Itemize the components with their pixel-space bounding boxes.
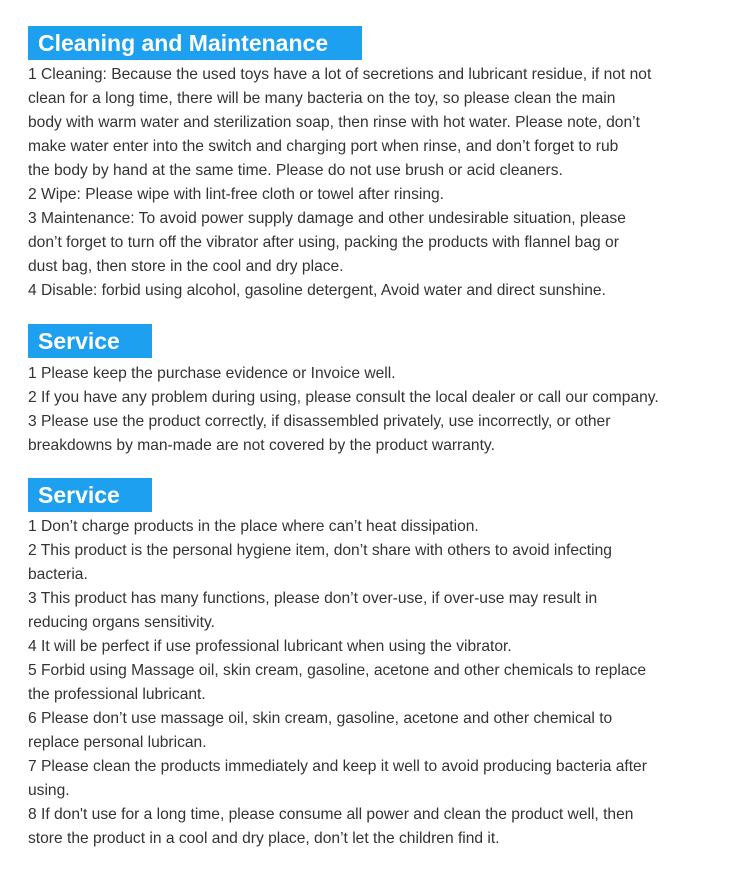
text-line: 2 If you have any problem during using, please consult the local dealer or call our company. xyxy=(28,389,659,406)
text-line: 4 Disable: forbid using alcohol, gasoline detergent, Avoid water and direct sunshine. xyxy=(28,282,606,299)
list-item xyxy=(28,183,651,207)
text-line: 2 This product is the personal hygiene item, don’t share with others to avoid infecting xyxy=(28,542,612,559)
list-item xyxy=(28,539,647,587)
section-body-service xyxy=(28,362,659,458)
list-item xyxy=(28,207,651,279)
text-line: reducing organs sensitivity. xyxy=(28,614,215,631)
text-line: using. xyxy=(28,782,70,799)
text-line: body with warm water and sterilization soap, then rinse with hot water. Please note, don’t xyxy=(28,114,640,131)
text-line: 4 It will be perfect if use professional lubricant when using the vibrator. xyxy=(28,638,512,655)
text-line: make water enter into the switch and charging port when rinse, and don’t forget to rub xyxy=(28,138,619,155)
text-line: the body by hand at the same time. Please do not use brush or acid cleaners. xyxy=(28,162,563,179)
section-header-service: Service xyxy=(28,324,152,358)
section-header-service-2: Service xyxy=(28,478,152,512)
text-line: 8 If don't use for a long time, please consume all power and clean the product well, then xyxy=(28,806,634,823)
text-line: breakdowns by man-made are not covered by the product warranty. xyxy=(28,437,495,454)
text-line: 7 Please clean the products immediately and keep it well to avoid producing bacteria after xyxy=(28,758,647,775)
list-item xyxy=(28,635,647,659)
text-line: replace personal lubrican. xyxy=(28,734,207,751)
text-line: clean for a long time, there will be many bacteria on the toy, so please clean the main xyxy=(28,90,616,107)
section-header-cleaning: Cleaning and Maintenance xyxy=(28,26,362,60)
list-item xyxy=(28,659,647,707)
text-line: the professional lubricant. xyxy=(28,686,206,703)
list-item xyxy=(28,63,651,183)
text-line: 1 Please keep the purchase evidence or Invoice well. xyxy=(28,365,396,382)
text-line: 5 Forbid using Massage oil, skin cream, gasoline, acetone and other chemicals to replace xyxy=(28,662,647,679)
text-line: 2 Wipe: Please wipe with lint-free cloth or towel after rinsing. xyxy=(28,186,445,203)
text-line: store the product in a cool and dry place, don’t let the children find it. xyxy=(28,830,500,847)
list-item xyxy=(28,410,659,458)
list-item xyxy=(28,279,651,303)
list-item xyxy=(28,386,659,410)
section-body-service-2 xyxy=(28,515,647,851)
list-item xyxy=(28,362,659,386)
text-line: 6 Please don’t use massage oil, skin cream, gasoline, acetone and other chemical to xyxy=(28,710,613,727)
section-body-cleaning xyxy=(28,63,651,303)
text-line: 1 Cleaning: Because the used toys have a lot of secretions and lubricant residue, if not not xyxy=(28,66,652,83)
text-line: 3 Maintenance: To avoid power supply damage and other undesirable situation, please xyxy=(28,210,626,227)
list-item xyxy=(28,803,647,851)
text-line: bacteria. xyxy=(28,566,88,583)
text-line: dust bag, then store in the cool and dry place. xyxy=(28,258,344,275)
text-line: 3 Please use the product correctly, if disassembled privately, use incorrectly, or other xyxy=(28,413,611,430)
text-line: 1 Don’t charge products in the place where can’t heat dissipation. xyxy=(28,518,479,535)
list-item xyxy=(28,707,647,755)
list-item xyxy=(28,587,647,635)
list-item xyxy=(28,755,647,803)
text-line: 3 This product has many functions, please don’t over-use, if over-use may result in xyxy=(28,590,598,607)
text-line: don’t forget to turn off the vibrator after using, packing the products with flannel bag or xyxy=(28,234,619,251)
list-item xyxy=(28,515,647,539)
